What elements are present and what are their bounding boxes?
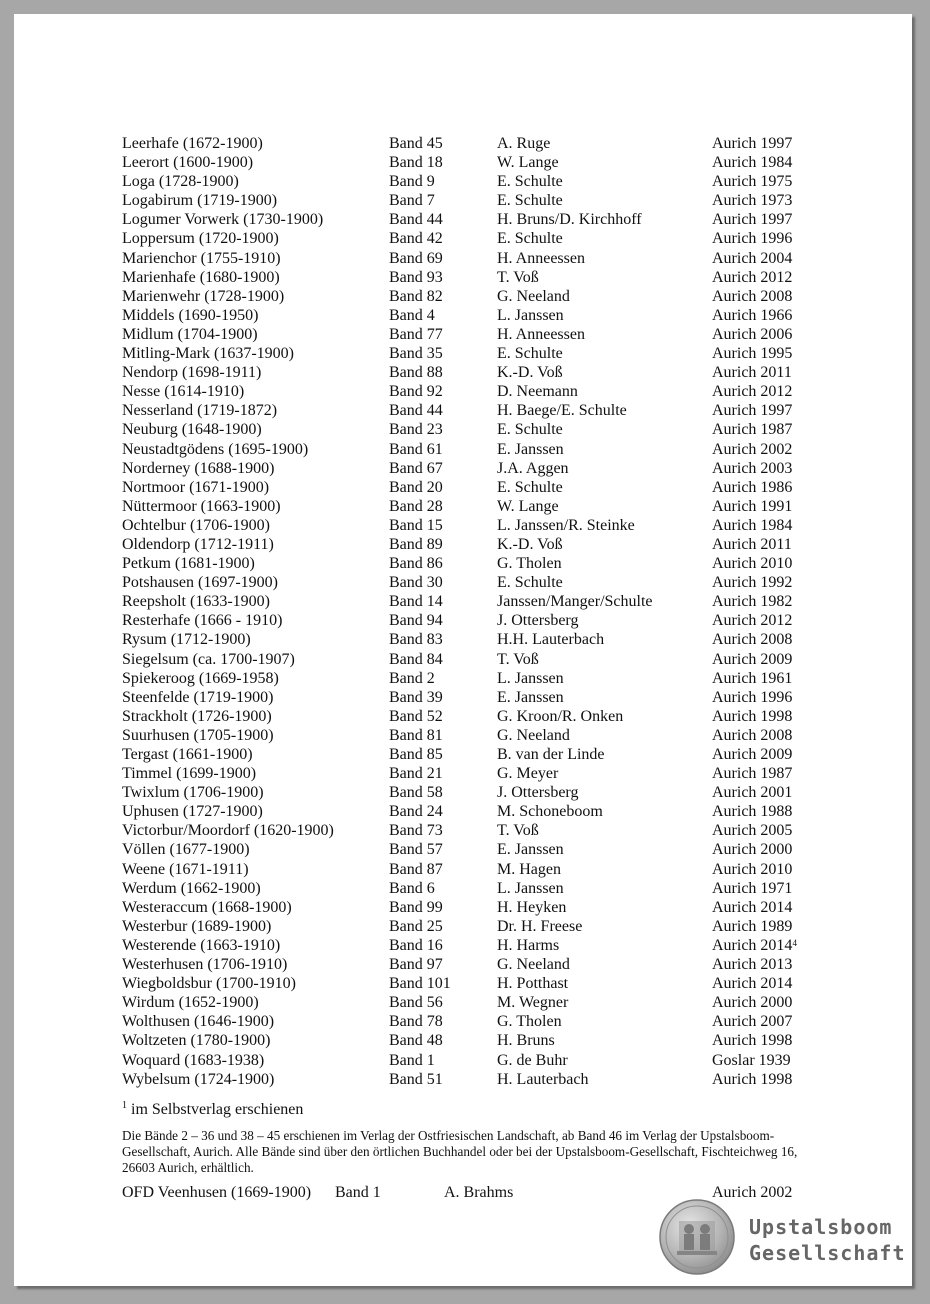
entry-published: Aurich 2008 <box>712 726 793 744</box>
ofd-place: OFD Veenhusen (1669-1900) <box>122 1184 312 1201</box>
entry-published: Aurich 1987 <box>712 765 793 783</box>
entry-place: Norderney (1688-1900) <box>122 459 275 477</box>
entry-author: H. Baege/E. Schulte <box>497 402 627 420</box>
entry-author: G. Kroon/R. Onken <box>497 707 624 725</box>
entry-author: H. Bruns <box>497 1032 555 1050</box>
table-row <box>122 401 822 420</box>
table-row <box>122 860 822 879</box>
organization-name-line1: Upstalsboom <box>749 1215 893 1239</box>
entry-author: H. Anneessen <box>497 249 585 267</box>
entry-published: Aurich 2010 <box>712 555 793 573</box>
entry-band: Band 69 <box>389 249 443 267</box>
entry-published: Aurich 2004 <box>712 249 793 267</box>
entry-place: Woltzeten (1780-1900) <box>122 1032 271 1050</box>
table-row <box>122 993 822 1012</box>
table-row <box>122 669 822 688</box>
entry-place: Logabirum (1719-1900) <box>122 192 278 210</box>
entry-band: Band 20 <box>389 478 443 496</box>
entry-place: Timmel (1699-1900) <box>122 765 257 783</box>
footnote <box>122 1101 303 1119</box>
entry-published: Aurich 1982 <box>712 593 793 611</box>
entry-place: Nesse (1614-1910) <box>122 383 245 401</box>
table-row <box>122 974 822 993</box>
footnote-mark: 1 <box>122 1100 127 1111</box>
entry-place: Werdum (1662-1900) <box>122 879 261 897</box>
entry-place: Midlum (1704-1900) <box>122 325 258 343</box>
entry-band: Band 81 <box>389 726 443 744</box>
entry-band: Band 83 <box>389 631 443 649</box>
entry-band: Band 1 <box>389 1051 435 1069</box>
entry-place: Victorbur/Moordorf (1620-1900) <box>122 822 334 840</box>
entry-band: Band 77 <box>389 325 443 343</box>
table-row <box>122 172 822 191</box>
entry-band: Band 48 <box>389 1032 443 1050</box>
entry-place: Westerbur (1689-1900) <box>122 917 272 935</box>
entry-place: Siegelsum (ca. 1700-1907) <box>122 650 295 668</box>
entry-place: Neustadtgödens (1695-1900) <box>122 440 309 458</box>
entry-author: E. Schulte <box>497 421 563 439</box>
entry-band: Band 84 <box>389 650 443 668</box>
entry-band: Band 61 <box>389 440 443 458</box>
entry-author: H. Heyken <box>497 898 567 916</box>
table-row <box>122 898 822 917</box>
entry-author: G. Neeland <box>497 956 570 974</box>
entry-published: Aurich 2014 <box>712 975 793 993</box>
entry-published: Aurich 1996 <box>712 688 793 706</box>
table-row <box>122 287 822 306</box>
entry-published: Aurich 1995 <box>712 345 793 363</box>
entry-band: Band 67 <box>389 459 443 477</box>
entry-published: Goslar 1939 <box>712 1051 791 1069</box>
entry-band: Band 73 <box>389 822 443 840</box>
entry-place: Wolthusen (1646-1900) <box>122 1013 275 1031</box>
entry-band: Band 35 <box>389 345 443 363</box>
table-row <box>122 707 822 726</box>
entry-author: W. Lange <box>497 154 559 172</box>
entry-author: K.-D. Voß <box>497 364 563 382</box>
entry-author: B. van der Linde <box>497 746 605 763</box>
table-row <box>122 420 822 439</box>
entry-band: Band 42 <box>389 230 443 248</box>
publisher-note: Die Bände 2 – 36 und 38 – 45 erschienen im Verlag der Ostfriesischen Landschaft, ab Band 46 im Verlag der Upstalsboom-Gesellschaft, Aurich. Alle Bände sind über den örtlichen Buchhandel oder bei der Upstalsboom-Gesellschaft, Fischteichweg 16, 26603 Aurich, erhältlich. <box>122 1128 798 1175</box>
entry-published: Aurich 2014$^4$ <box>712 936 797 954</box>
entry-place: Nortmoor (1671-1900) <box>122 478 270 496</box>
entry-author: K.-D. Voß <box>497 535 563 553</box>
entry-published: Aurich 2002 <box>712 440 793 458</box>
entry-published: Aurich 1992 <box>712 574 793 592</box>
table-row <box>122 688 822 707</box>
entry-published: Aurich 2009 <box>712 746 793 763</box>
entry-place: Reepsholt (1633-1900) <box>122 593 270 611</box>
entry-place: Loga (1728-1900) <box>122 173 239 191</box>
document-page <box>14 14 912 1286</box>
entry-place: Logumer Vorwerk (1730-1900) <box>122 211 324 229</box>
entry-author: Janssen/Manger/Schulte <box>497 593 653 611</box>
entry-place: Westerende (1663-1910) <box>122 936 281 954</box>
table-row <box>122 592 822 611</box>
entry-footnote-mark: 4 <box>792 937 797 948</box>
entry-author: J. Ottersberg <box>497 784 579 802</box>
table-row <box>122 783 822 802</box>
entry-published: Aurich 1998 <box>712 1032 793 1050</box>
entry-author: H. Lauterbach <box>497 1070 589 1088</box>
entry-band: Band 94 <box>389 612 443 630</box>
entry-author: E. Schulte <box>497 230 563 248</box>
entry-band: Band 23 <box>389 421 443 439</box>
entry-place: Wiegboldsbur (1700-1910) <box>122 975 296 993</box>
entry-published: Aurich 2007 <box>712 1013 793 1031</box>
entry-band: Band 52 <box>389 707 443 725</box>
entry-band: Band 78 <box>389 1013 443 1031</box>
table-row <box>122 229 822 248</box>
entry-place: Westeraccum (1668-1900) <box>122 898 292 916</box>
table-row <box>122 573 822 592</box>
entry-published: Aurich 2006 <box>712 325 793 343</box>
entry-band: Band 51 <box>389 1070 443 1088</box>
entry-author: E. Schulte <box>497 345 563 363</box>
entry-author: T. Voß <box>497 822 539 840</box>
entry-author: H.H. Lauterbach <box>497 631 605 649</box>
entry-published: Aurich 1987 <box>712 421 793 439</box>
entry-published: Aurich 1971 <box>712 879 793 897</box>
entry-author: G. Tholen <box>497 555 562 573</box>
table-row <box>122 650 822 669</box>
table-row <box>122 840 822 859</box>
entry-band: Band 15 <box>389 516 443 534</box>
ofd-band: Band 1 <box>335 1184 381 1201</box>
entry-author: G. Neeland <box>497 287 570 305</box>
entry-published: Aurich 2000 <box>712 841 793 859</box>
entry-author: L. Janssen/R. Steinke <box>497 516 635 534</box>
entry-band: Band 14 <box>389 593 443 611</box>
entry-place: Völlen (1677-1900) <box>122 841 250 859</box>
table-row <box>122 1012 822 1031</box>
entry-place: Strackholt (1726-1900) <box>122 707 272 725</box>
table-row <box>122 191 822 210</box>
entry-author: G. Neeland <box>497 726 570 744</box>
table-row <box>122 821 822 840</box>
entry-band: Band 45 <box>389 135 443 152</box>
entry-place: Steenfelde (1719-1900) <box>122 688 274 706</box>
entry-published: Aurich 1966 <box>712 306 793 324</box>
entry-place: Middels (1690-1950) <box>122 306 259 324</box>
entry-band: Band 101 <box>389 975 451 993</box>
entry-published: Aurich 2011 <box>712 535 792 553</box>
entry-published: Aurich 1989 <box>712 917 793 935</box>
entry-published: Aurich 1996 <box>712 230 793 248</box>
entry-place: Nesserland (1719-1872) <box>122 402 278 420</box>
entry-band: Band 97 <box>389 956 443 974</box>
table-row <box>122 134 822 153</box>
table-row <box>122 726 822 745</box>
table-row <box>122 936 822 955</box>
entry-band: Band 9 <box>389 173 435 191</box>
parish-records-table <box>122 134 822 1089</box>
table-row <box>122 440 822 459</box>
ofd-published: Aurich 2002 <box>712 1184 793 1201</box>
entry-place: Westerhusen (1706-1910) <box>122 956 288 974</box>
entry-band: Band 85 <box>389 746 443 763</box>
table-row <box>122 210 822 229</box>
footnote-text: im Selbstverlag erschienen <box>131 1101 304 1118</box>
entry-place: Neuburg (1648-1900) <box>122 421 262 439</box>
entry-author: Dr. H. Freese <box>497 917 583 935</box>
entry-place: Nendorp (1698-1911) <box>122 364 262 382</box>
entry-band: Band 86 <box>389 555 443 573</box>
entry-place: Oldendorp (1712-1911) <box>122 535 274 553</box>
entry-place: Twixlum (1706-1900) <box>122 784 264 802</box>
table-row <box>122 363 822 382</box>
entry-published: Aurich 1997 <box>712 211 793 229</box>
entry-published: Aurich 2008 <box>712 287 793 305</box>
entry-author: M. Wegner <box>497 994 569 1012</box>
entry-published: Aurich 2008 <box>712 631 793 649</box>
entry-author: W. Lange <box>497 497 559 515</box>
entry-published: Aurich 1997 <box>712 402 793 420</box>
entry-band: Band 6 <box>389 879 435 897</box>
table-row <box>122 955 822 974</box>
entry-published: Aurich 2010 <box>712 860 793 878</box>
table-row <box>122 535 822 554</box>
entry-published: Aurich 2005 <box>712 822 793 840</box>
entry-place: Marienwehr (1728-1900) <box>122 287 285 305</box>
organization-logo <box>749 1214 906 1266</box>
entry-author: E. Schulte <box>497 192 563 210</box>
entry-author: A. Ruge <box>497 135 551 152</box>
entry-band: Band 87 <box>389 860 443 878</box>
entry-published: Aurich 1975 <box>712 173 793 191</box>
entry-published: Aurich 2012 <box>712 383 793 401</box>
entry-author: D. Neemann <box>497 383 578 401</box>
table-row <box>122 554 822 573</box>
entry-author: H. Anneessen <box>497 325 585 343</box>
entry-author: L. Janssen <box>497 306 564 324</box>
entry-place: Uphusen (1727-1900) <box>122 803 263 821</box>
entry-author: H. Potthast <box>497 975 569 993</box>
entry-published: Aurich 2011 <box>712 364 792 382</box>
entry-published: Aurich 1961 <box>712 669 793 687</box>
entry-published: Aurich 1997 <box>712 135 793 152</box>
entry-published: Aurich 2009 <box>712 650 793 668</box>
entry-published: Aurich 2001 <box>712 784 793 802</box>
entry-place: Spiekeroog (1669-1958) <box>122 669 279 687</box>
entry-band: Band 28 <box>389 497 443 515</box>
entry-published: Aurich 1998 <box>712 1070 793 1088</box>
table-row <box>122 1051 822 1070</box>
table-row <box>122 745 822 764</box>
table-row <box>122 382 822 401</box>
entry-place: Wirdum (1652-1900) <box>122 994 259 1012</box>
entry-place: Ochtelbur (1706-1900) <box>122 516 270 534</box>
entry-place: Leerhafe (1672-1900) <box>122 135 263 152</box>
entry-place: Woquard (1683-1938) <box>122 1051 265 1069</box>
entry-author: L. Janssen <box>497 669 564 687</box>
table-row <box>122 764 822 783</box>
entry-place: Marienhafe (1680-1900) <box>122 268 280 286</box>
entry-author: M. Hagen <box>497 860 561 878</box>
table-row <box>122 1031 822 1050</box>
entry-published: Aurich 2012 <box>712 612 793 630</box>
entry-author: E. Schulte <box>497 478 563 496</box>
entry-author: L. Janssen <box>497 879 564 897</box>
entry-published: Aurich 2000 <box>712 994 793 1012</box>
entry-band: Band 7 <box>389 192 435 210</box>
entry-band: Band 30 <box>389 574 443 592</box>
organization-name-line2: Gesellschaft <box>749 1241 906 1265</box>
entry-place: Leerort (1600-1900) <box>122 154 254 172</box>
entry-published: Aurich 2013 <box>712 956 793 974</box>
table-row <box>122 497 822 516</box>
table-row <box>122 325 822 344</box>
entry-author: G. de Buhr <box>497 1051 568 1069</box>
entry-published: Aurich 1986 <box>712 478 793 496</box>
entry-place: Potshausen (1697-1900) <box>122 574 278 592</box>
table-row <box>122 306 822 325</box>
seal-logo-icon <box>659 1199 735 1275</box>
entry-band: Band 2 <box>389 669 435 687</box>
entry-author: E. Schulte <box>497 173 563 191</box>
entry-author: J. Ottersberg <box>497 612 579 630</box>
entry-place: Resterhafe (1666 - 1910) <box>122 612 283 630</box>
table-row <box>122 478 822 497</box>
entry-place: Petkum (1681-1900) <box>122 555 255 573</box>
entry-author: T. Voß <box>497 650 539 668</box>
entry-place: Weene (1671-1911) <box>122 860 249 878</box>
entry-place: Marienchor (1755-1910) <box>122 249 281 267</box>
entry-band: Band 25 <box>389 917 443 935</box>
table-row <box>122 611 822 630</box>
entry-band: Band 89 <box>389 535 443 553</box>
entry-band: Band 99 <box>389 898 443 916</box>
entry-band: Band 24 <box>389 803 443 821</box>
entry-author: M. Schoneboom <box>497 803 603 821</box>
entry-author: E. Janssen <box>497 440 564 458</box>
entry-band: Band 56 <box>389 994 443 1012</box>
entry-published: Aurich 2012 <box>712 268 793 286</box>
entry-band: Band 58 <box>389 784 443 802</box>
table-row <box>122 630 822 649</box>
table-row <box>122 516 822 535</box>
entry-published: Aurich 1998 <box>712 707 793 725</box>
entry-author: J.A. Aggen <box>497 459 569 477</box>
ofd-author: A. Brahms <box>444 1184 514 1201</box>
entry-place: Suurhusen (1705-1900) <box>122 726 274 744</box>
entry-author: G. Tholen <box>497 1013 562 1031</box>
entry-published: Aurich 1988 <box>712 803 793 821</box>
table-row <box>122 1070 822 1089</box>
entry-published: Aurich 2014 <box>712 898 793 916</box>
entry-author: E. Janssen <box>497 688 564 706</box>
entry-published: Aurich 1984 <box>712 154 793 172</box>
entry-place: Nüttermoor (1663-1900) <box>122 497 281 515</box>
entry-author: H. Harms <box>497 936 560 954</box>
table-row <box>122 344 822 363</box>
entry-band: Band 44 <box>389 211 443 229</box>
entry-published: Aurich 1991 <box>712 497 793 515</box>
entry-place: Loppersum (1720-1900) <box>122 230 279 248</box>
entry-band: Band 18 <box>389 154 443 172</box>
entry-author: T. Voß <box>497 268 539 286</box>
entry-band: Band 57 <box>389 841 443 859</box>
table-row <box>122 802 822 821</box>
entry-place: Mitling-Mark (1637-1900) <box>122 345 294 363</box>
entry-band: Band 39 <box>389 688 443 706</box>
entry-published: Aurich 1984 <box>712 516 793 534</box>
entry-place: Rysum (1712-1900) <box>122 631 251 649</box>
table-row <box>122 249 822 268</box>
entry-band: Band 21 <box>389 765 443 783</box>
entry-author: G. Meyer <box>497 765 559 783</box>
table-row <box>122 459 822 478</box>
table-row <box>122 268 822 287</box>
entry-band: Band 4 <box>389 306 435 324</box>
entry-band: Band 88 <box>389 364 443 382</box>
entry-published: Aurich 2003 <box>712 459 793 477</box>
entry-author: E. Janssen <box>497 841 564 859</box>
table-row <box>122 153 822 172</box>
entry-band: Band 82 <box>389 287 443 305</box>
entry-band: Band 16 <box>389 936 443 954</box>
entry-author: H. Bruns/D. Kirchhoff <box>497 211 642 229</box>
entry-band: Band 92 <box>389 383 443 401</box>
entry-published: Aurich 1973 <box>712 192 793 210</box>
table-row <box>122 879 822 898</box>
entry-band: Band 44 <box>389 402 443 420</box>
entry-place: Wybelsum (1724-1900) <box>122 1070 275 1088</box>
entry-place: Tergast (1661-1900) <box>122 746 253 763</box>
entry-author: E. Schulte <box>497 574 563 592</box>
table-row <box>122 917 822 936</box>
entry-band: Band 93 <box>389 268 443 286</box>
